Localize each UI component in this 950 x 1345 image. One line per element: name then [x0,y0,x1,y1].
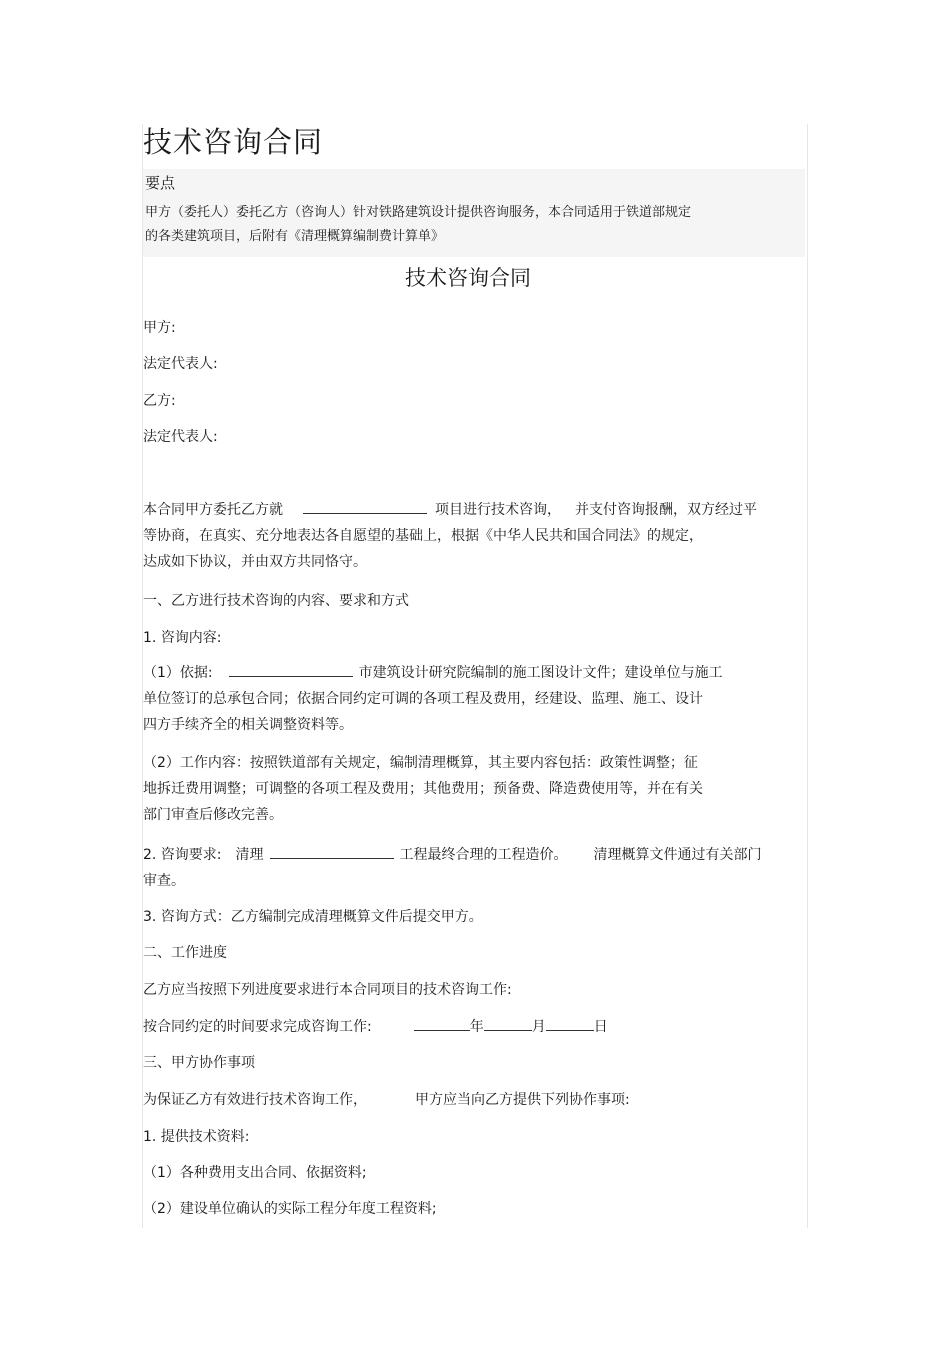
project-name-blank [303,499,427,514]
intro-part-3: 并支付咨询报酬，双方经过平 [575,502,757,518]
month-label: 月 [531,1019,546,1035]
intro-line-2: 等协商，在真实、充分地表达各自愿望的基础上，根据《中华人民共和国合同法》的规定， [143,528,703,544]
provide-materials-label: 1. 提供技术资料: [143,1129,250,1145]
requirement-line-2: 审查。 [143,873,185,889]
day-blank [546,1016,594,1031]
work-line-1: （2）工作内容：按照铁道部有关规定，编制清理概算，其主要内容包括：政策性调整；征 [143,755,698,771]
basis-prefix: （1）依据: [143,665,213,681]
intro-line-3: 达成如下协议，并由双方共同恪守。 [143,554,367,570]
party-a-rep-label: 法定代表人: [143,356,218,372]
year-label: 年 [469,1019,484,1035]
work-line-2: 地拆迁费用调整；可调整的各项工程及费用；其他费用；预备费、降造费使用等，并在有关 [143,781,703,797]
schedule-date-line [143,1016,608,1037]
work-line-3: 部门审查后修改完善。 [143,807,283,823]
summary-heading: 要点 [145,174,176,192]
section-3-title: 三、甲方协作事项 [143,1055,255,1071]
document-title: 技术咨询合同 [143,125,324,159]
materials-item-1: （1）各种费用支出合同、依据资料; [143,1165,367,1181]
intro-paragraph [143,497,793,575]
project-blank-2 [270,844,394,859]
summary-text [145,201,745,249]
schedule-intro: 乙方应当按照下列进度要求进行本合同项目的技术咨询工作: [143,982,512,998]
cooperation-part-1: 为保证乙方有效进行技术咨询工作， [143,1092,367,1108]
basis-paragraph [143,660,793,738]
consult-requirement-paragraph [143,842,793,894]
work-content-paragraph [143,750,793,828]
summary-box [143,169,805,257]
party-b-rep-label: 法定代表人: [143,429,218,445]
basis-line-3: 四方手续齐全的相关调整资料等。 [143,717,353,733]
intro-part-2: 项目进行技术咨询， [435,502,561,518]
party-a-label: 甲方: [143,320,176,336]
year-blank [414,1016,470,1031]
basis-suffix: 市建筑设计研究院编制的施工图设计文件；建设单位与施工 [358,665,723,681]
summary-line-1: 甲方（委托人）委托乙方（咨询人）针对铁路建筑设计提供咨询服务，本合同适用于铁道部规定 [145,205,692,220]
schedule-prefix: 按合同约定的时间要求完成咨询工作: [143,1019,372,1035]
cooperation-part-2: 甲方应当向乙方提供下列协作事项: [415,1092,630,1108]
basis-line-2: 单位签订的总承包合同；依据合同约定可调的各项工程及费用，经建设、监理、施工、设计 [143,691,703,707]
intro-part-1: 本合同甲方委托乙方就 [143,502,283,518]
summary-line-2: 的各类建筑项目，后附有《清理概算编制费计算单》 [145,229,445,244]
consult-method: 3. 咨询方式：乙方编制完成清理概算文件后提交甲方。 [143,909,483,925]
city-blank [229,662,353,677]
materials-item-2: （2）建设单位确认的实际工程分年度工程资料; [143,1201,437,1217]
day-label: 日 [593,1019,608,1035]
month-blank [484,1016,532,1031]
consult-content-label: 1. 咨询内容: [143,630,222,646]
party-b-label: 乙方: [143,393,176,409]
requirement-mid: 工程最终合理的工程造价。 [399,847,568,863]
section-1-title: 一、乙方进行技术咨询的内容、要求和方式 [143,593,409,609]
cooperation-intro [143,1090,630,1110]
section-2-title: 二、工作进度 [143,945,227,961]
contract-title: 技术咨询合同 [405,266,531,290]
requirement-tail: 清理概算文件通过有关部门 [593,847,762,863]
requirement-prefix: 2. 咨询要求: [143,847,222,863]
requirement-word: 清理 [235,847,264,863]
